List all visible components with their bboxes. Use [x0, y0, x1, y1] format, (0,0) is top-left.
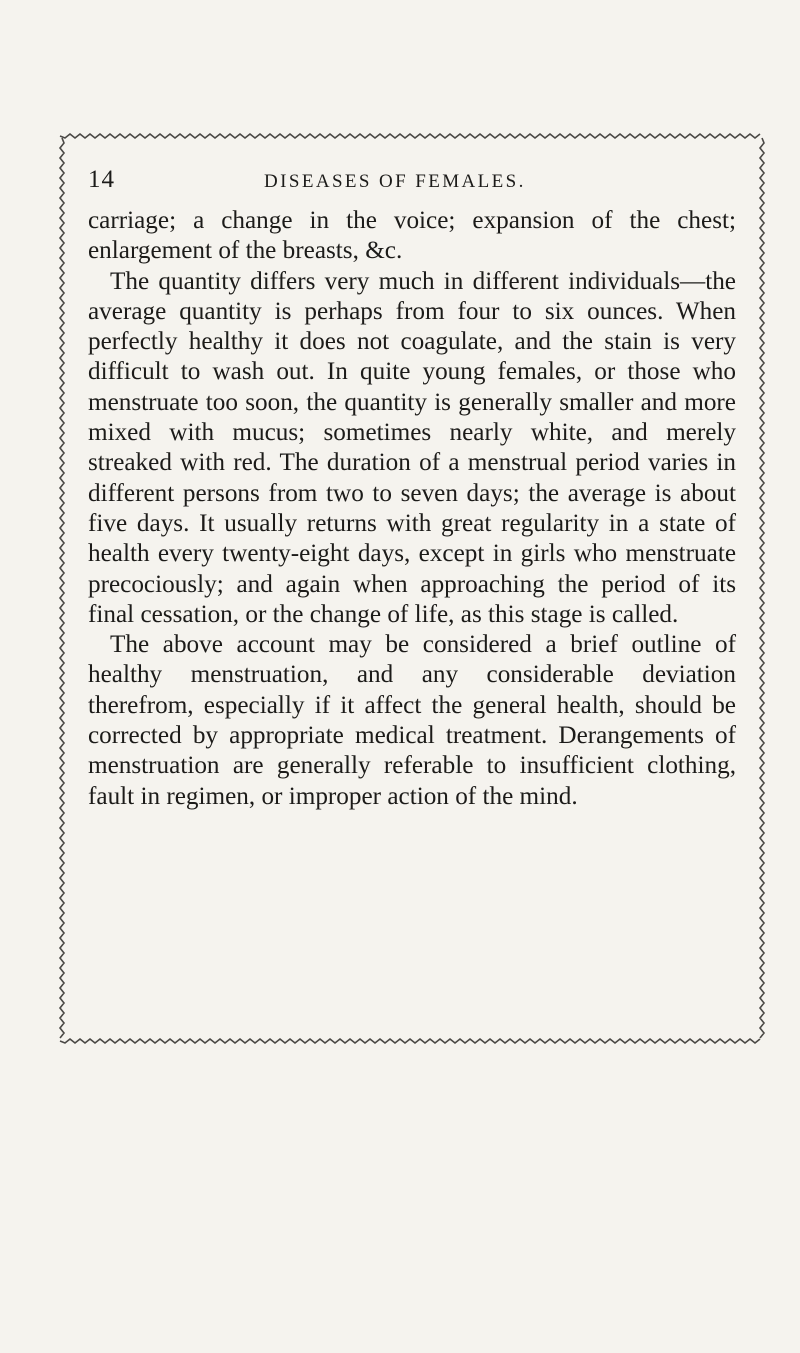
running-head — [88, 166, 728, 196]
paragraph-continuation: carriage; a change in the voice; expansion of the chest; enlargement of the breasts, &c. — [88, 207, 736, 265]
border-bottom-line — [60, 1039, 760, 1043]
page-number: 14 — [88, 166, 115, 193]
paragraph-quantity: The quantity differs very much in different individuals—the average quantity is perhaps from four to six ounces. When perfectly healthy it does not coagulate, and the stain is very difficult to wash out. In quite young females, or those who menstruate too soon, the quantity is generally smaller and more mixed with mucus; sometimes nearly white, and merely streaked with red. The duration of a menstrual period varies in different persons from two to seven days; the average is about five days. It usually returns with great regularity in a state of health every twenty-eight days, except in girls who menstruate precociously; and again when approaching the period of its final cessation, or the change of life, as this stage is called. — [88, 267, 736, 628]
body-text — [88, 206, 736, 812]
running-title: DISEASES OF FEMALES. — [264, 171, 526, 192]
paragraph-summary: The above account may be considered a brief outline of healthy menstruation, and any considerable deviation therefrom, especially if it affect the general health, should be corrected by appropriate medical treatment. Derangements of menstruation are generally referable to insufficient clothing, fault in regimen, or improper action of the mind. — [88, 631, 736, 810]
border-left-line — [60, 138, 64, 1038]
border-right-line — [760, 138, 764, 1038]
border-top-line — [60, 134, 760, 138]
